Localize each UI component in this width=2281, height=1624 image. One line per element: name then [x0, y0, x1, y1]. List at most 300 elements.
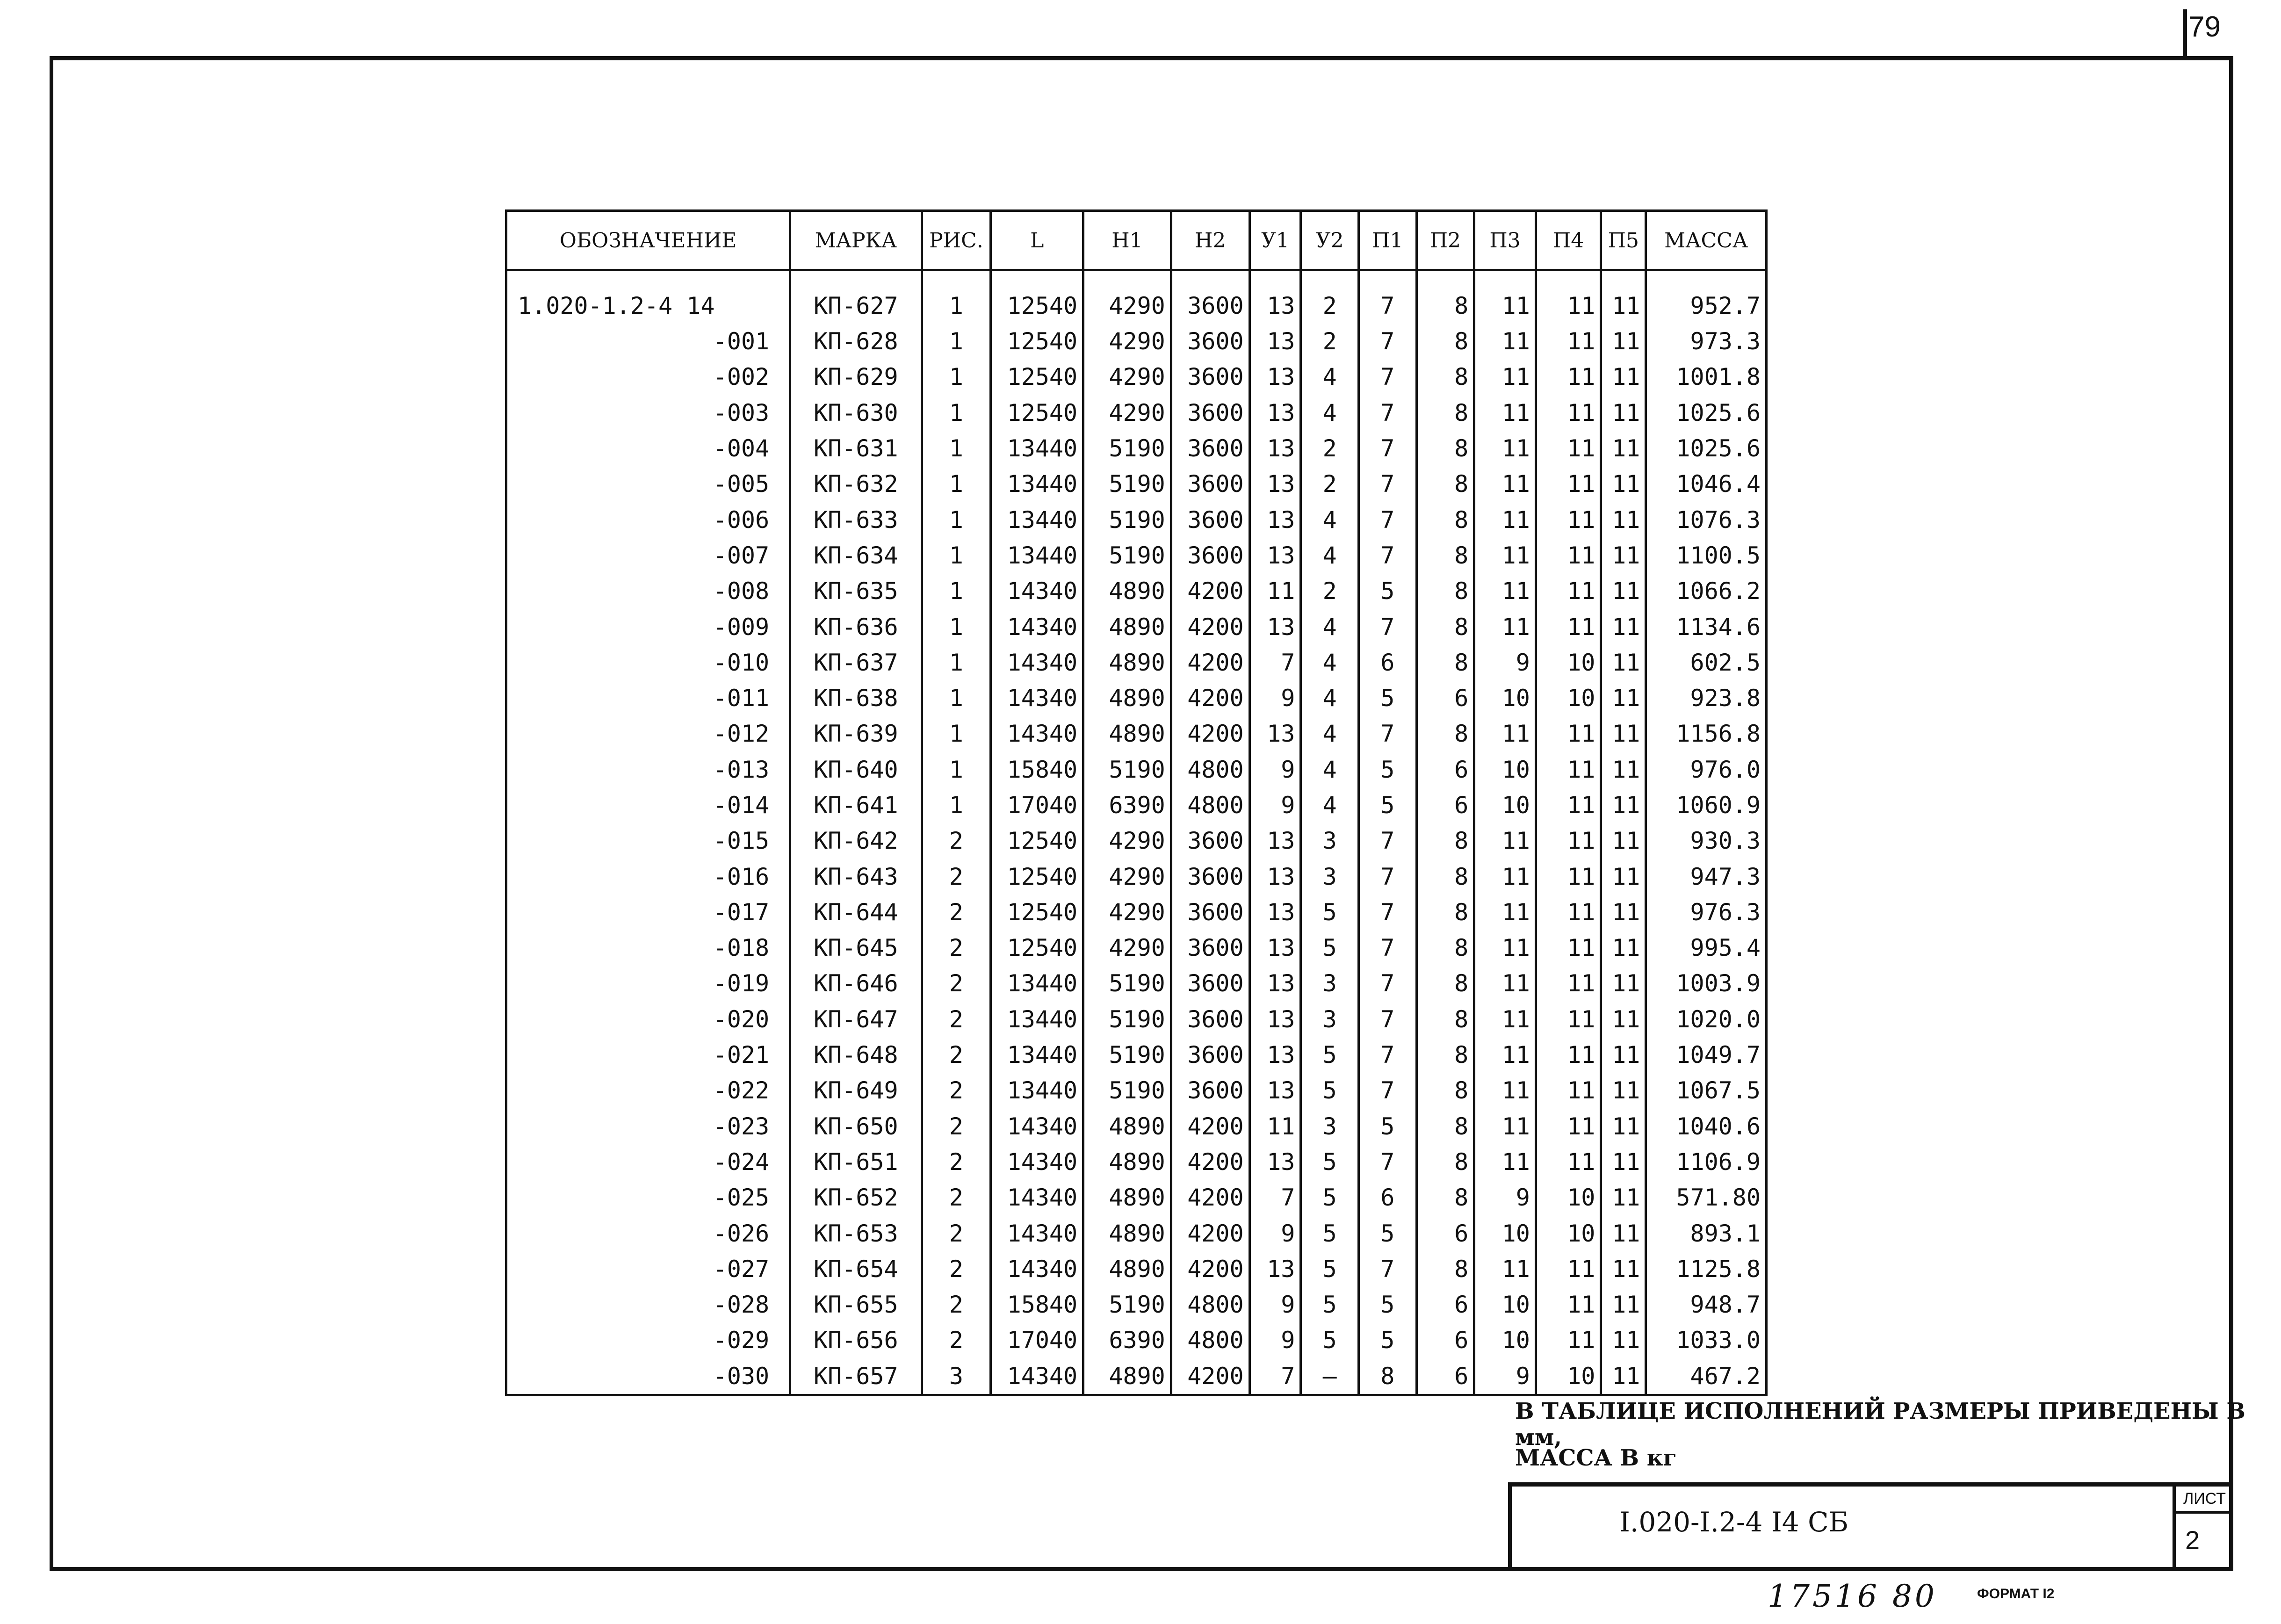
cell-ris: 2 — [922, 1322, 991, 1358]
cell-mark: КП-644 — [790, 895, 922, 930]
cell-p4: 11 — [1536, 502, 1601, 537]
cell-p5: 11 — [1601, 752, 1646, 787]
cell-p5: 11 — [1601, 431, 1646, 466]
cell-h1: 4290 — [1083, 270, 1171, 324]
cell-code: -018 — [506, 930, 790, 966]
cell-u2: 4 — [1301, 395, 1359, 431]
format-label: ФОРМАТ I2 — [1977, 1586, 2055, 1602]
cell-ris: 2 — [922, 930, 991, 966]
table-row — [506, 752, 1767, 787]
cell-ris: 2 — [922, 823, 991, 859]
header-l: L — [991, 211, 1083, 270]
cell-mark: КП-633 — [790, 502, 922, 537]
table-row — [506, 645, 1767, 680]
table-row — [506, 895, 1767, 930]
cell-code: -011 — [506, 680, 790, 716]
cell-p2: 6 — [1416, 752, 1474, 787]
document-code: I.020-I.2-4 I4 СБ — [1619, 1506, 1849, 1538]
cell-l: 13440 — [991, 966, 1083, 1001]
cell-p4: 11 — [1536, 859, 1601, 894]
cell-ris: 1 — [922, 716, 991, 751]
cell-u2: 5 — [1301, 1180, 1359, 1215]
cell-p4: 11 — [1536, 466, 1601, 502]
cell-mass: 973.3 — [1646, 324, 1767, 359]
cell-p1: 6 — [1358, 1180, 1416, 1215]
cell-mark: КП-635 — [790, 573, 922, 609]
table-row — [506, 1144, 1767, 1180]
cell-h1: 5190 — [1083, 966, 1171, 1001]
cell-mark: КП-653 — [790, 1215, 922, 1251]
cell-p2: 8 — [1416, 270, 1474, 324]
cell-mark: КП-638 — [790, 680, 922, 716]
cell-mass: 1040.6 — [1646, 1109, 1767, 1144]
cell-h1: 4890 — [1083, 1109, 1171, 1144]
cell-p4: 11 — [1536, 787, 1601, 823]
cell-l: 13440 — [991, 466, 1083, 502]
cell-mark: КП-642 — [790, 823, 922, 859]
cell-u1: 13 — [1249, 716, 1301, 751]
cell-ris: 1 — [922, 431, 991, 466]
cell-mass: 1134.6 — [1646, 609, 1767, 644]
cell-mark: КП-651 — [790, 1144, 922, 1180]
cell-p5: 11 — [1601, 1251, 1646, 1287]
cell-mass: 948.7 — [1646, 1287, 1767, 1322]
cell-u1: 13 — [1249, 966, 1301, 1001]
cell-h1: 4290 — [1083, 930, 1171, 966]
cell-p2: 8 — [1416, 1073, 1474, 1108]
handwritten-number: 17516 80 — [1768, 1578, 1937, 1614]
cell-u2: 5 — [1301, 895, 1359, 930]
cell-p3: 11 — [1474, 609, 1536, 644]
cell-code: 1.020-1.2-4 14 — [506, 270, 790, 324]
cell-ris: 1 — [922, 466, 991, 502]
cell-code: -023 — [506, 1109, 790, 1144]
cell-p5: 11 — [1601, 609, 1646, 644]
cell-p2: 6 — [1416, 787, 1474, 823]
cell-p3: 11 — [1474, 823, 1536, 859]
cell-ris: 1 — [922, 270, 991, 324]
cell-p3: 11 — [1474, 573, 1536, 609]
table-row — [506, 1037, 1767, 1073]
cell-u2: 4 — [1301, 680, 1359, 716]
cell-h2: 3600 — [1171, 270, 1249, 324]
cell-ris: 1 — [922, 573, 991, 609]
cell-p1: 7 — [1358, 1073, 1416, 1108]
cell-l: 12540 — [991, 930, 1083, 966]
cell-p5: 11 — [1601, 895, 1646, 930]
cell-code: -008 — [506, 573, 790, 609]
cell-p5: 11 — [1601, 1109, 1646, 1144]
cell-p1: 7 — [1358, 930, 1416, 966]
cell-h2: 4200 — [1171, 680, 1249, 716]
cell-u1: 13 — [1249, 324, 1301, 359]
cell-p2: 8 — [1416, 895, 1474, 930]
cell-h1: 4890 — [1083, 1251, 1171, 1287]
cell-p2: 8 — [1416, 609, 1474, 644]
cell-p1: 5 — [1358, 1109, 1416, 1144]
cell-p3: 11 — [1474, 966, 1536, 1001]
cell-p4: 11 — [1536, 1002, 1601, 1037]
cell-l: 14340 — [991, 645, 1083, 680]
cell-p1: 5 — [1358, 1215, 1416, 1251]
cell-u1: 7 — [1249, 1358, 1301, 1395]
cell-mass: 602.5 — [1646, 645, 1767, 680]
cell-p5: 11 — [1601, 1002, 1646, 1037]
cell-p5: 11 — [1601, 645, 1646, 680]
table-row — [506, 395, 1767, 431]
cell-u2: 3 — [1301, 1109, 1359, 1144]
cell-l: 12540 — [991, 859, 1083, 894]
cell-h1: 5190 — [1083, 1287, 1171, 1322]
cell-u2: 3 — [1301, 1002, 1359, 1037]
cell-h1: 4290 — [1083, 823, 1171, 859]
cell-h2: 4800 — [1171, 752, 1249, 787]
cell-mass: 947.3 — [1646, 859, 1767, 894]
table-row — [506, 1109, 1767, 1144]
cell-p4: 11 — [1536, 395, 1601, 431]
cell-ris: 2 — [922, 1251, 991, 1287]
variants-table — [505, 209, 1768, 1396]
cell-p3: 11 — [1474, 895, 1536, 930]
cell-mark: КП-632 — [790, 466, 922, 502]
cell-p5: 11 — [1601, 502, 1646, 537]
cell-h2: 4200 — [1171, 716, 1249, 751]
cell-p1: 6 — [1358, 645, 1416, 680]
cell-l: 12540 — [991, 823, 1083, 859]
cell-p2: 8 — [1416, 395, 1474, 431]
cell-p4: 11 — [1536, 1037, 1601, 1073]
cell-h2: 3600 — [1171, 538, 1249, 573]
cell-mass: 893.1 — [1646, 1215, 1767, 1251]
cell-ris: 1 — [922, 752, 991, 787]
cell-u2: 3 — [1301, 823, 1359, 859]
table-row — [506, 1002, 1767, 1037]
cell-code: -012 — [506, 716, 790, 751]
cell-h2: 4200 — [1171, 645, 1249, 680]
cell-p2: 6 — [1416, 1358, 1474, 1395]
cell-p1: 5 — [1358, 680, 1416, 716]
table-row — [506, 324, 1767, 359]
table-row — [506, 1358, 1767, 1395]
table-row — [506, 1215, 1767, 1251]
cell-h1: 4290 — [1083, 324, 1171, 359]
cell-p3: 11 — [1474, 431, 1536, 466]
cell-p4: 10 — [1536, 1215, 1601, 1251]
cell-h1: 5190 — [1083, 1073, 1171, 1108]
cell-p1: 7 — [1358, 538, 1416, 573]
cell-p4: 11 — [1536, 431, 1601, 466]
title-block — [1508, 1482, 2233, 1571]
table-row — [506, 359, 1767, 395]
cell-p3: 10 — [1474, 1215, 1536, 1251]
cell-u1: 13 — [1249, 895, 1301, 930]
cell-mass: 1125.8 — [1646, 1251, 1767, 1287]
cell-p1: 7 — [1358, 716, 1416, 751]
table-row — [506, 716, 1767, 751]
cell-ris: 1 — [922, 502, 991, 537]
cell-p4: 11 — [1536, 1073, 1601, 1108]
table-row — [506, 823, 1767, 859]
cell-code: -024 — [506, 1144, 790, 1180]
header-p3: П3 — [1474, 211, 1536, 270]
cell-p3: 11 — [1474, 1109, 1536, 1144]
cell-mass: 995.4 — [1646, 930, 1767, 966]
cell-ris: 1 — [922, 359, 991, 395]
cell-u1: 13 — [1249, 431, 1301, 466]
cell-p4: 10 — [1536, 1180, 1601, 1215]
cell-p4: 11 — [1536, 573, 1601, 609]
cell-h1: 5190 — [1083, 1037, 1171, 1073]
cell-p4: 11 — [1536, 1144, 1601, 1180]
cell-p2: 8 — [1416, 1002, 1474, 1037]
cell-mark: КП-652 — [790, 1180, 922, 1215]
table-row — [506, 1287, 1767, 1322]
cell-h1: 5190 — [1083, 431, 1171, 466]
cell-mass: 467.2 — [1646, 1358, 1767, 1395]
cell-mass: 952.7 — [1646, 270, 1767, 324]
cell-l: 17040 — [991, 787, 1083, 823]
table-row — [506, 1180, 1767, 1215]
cell-l: 14340 — [991, 1251, 1083, 1287]
header-u1: У1 — [1249, 211, 1301, 270]
cell-p3: 11 — [1474, 859, 1536, 894]
cell-h1: 4890 — [1083, 1144, 1171, 1180]
cell-p3: 11 — [1474, 538, 1536, 573]
sheet-label: ЛИСТ — [2176, 1487, 2233, 1514]
cell-h1: 5190 — [1083, 1002, 1171, 1037]
cell-u2: 5 — [1301, 1215, 1359, 1251]
cell-ris: 2 — [922, 859, 991, 894]
table-row — [506, 466, 1767, 502]
cell-p4: 11 — [1536, 1109, 1601, 1144]
cell-u1: 13 — [1249, 1073, 1301, 1108]
cell-u1: 13 — [1249, 538, 1301, 573]
cell-p1: 7 — [1358, 1144, 1416, 1180]
cell-mass: 1025.6 — [1646, 395, 1767, 431]
cell-mark: КП-628 — [790, 324, 922, 359]
cell-ris: 1 — [922, 680, 991, 716]
cell-h2: 4200 — [1171, 1215, 1249, 1251]
cell-u1: 13 — [1249, 859, 1301, 894]
cell-code: -006 — [506, 502, 790, 537]
table-note-line-1: В ТАБЛИЦЕ ИСПОЛНЕНИЙ РАЗМЕРЫ ПРИВЕДЕНЫ В мм, — [1515, 1398, 2245, 1451]
cell-p3: 11 — [1474, 359, 1536, 395]
cell-ris: 2 — [922, 1002, 991, 1037]
header-figure: РИС. — [922, 211, 991, 270]
cell-ris: 2 — [922, 1180, 991, 1215]
cell-mass: 1076.3 — [1646, 502, 1767, 537]
cell-p2: 8 — [1416, 324, 1474, 359]
cell-p3: 10 — [1474, 1322, 1536, 1358]
cell-p4: 11 — [1536, 359, 1601, 395]
cell-u2: 3 — [1301, 859, 1359, 894]
cell-mass: 923.8 — [1646, 680, 1767, 716]
cell-h1: 4290 — [1083, 395, 1171, 431]
cell-mass: 1049.7 — [1646, 1037, 1767, 1073]
cell-h1: 6390 — [1083, 787, 1171, 823]
cell-p4: 11 — [1536, 823, 1601, 859]
cell-h2: 4800 — [1171, 1287, 1249, 1322]
cell-ris: 1 — [922, 645, 991, 680]
cell-p1: 7 — [1358, 359, 1416, 395]
cell-u1: 7 — [1249, 1180, 1301, 1215]
cell-code: -003 — [506, 395, 790, 431]
cell-p5: 11 — [1601, 324, 1646, 359]
cell-h2: 4200 — [1171, 1144, 1249, 1180]
cell-p1: 5 — [1358, 752, 1416, 787]
table-row — [506, 431, 1767, 466]
cell-ris: 2 — [922, 1037, 991, 1073]
cell-p2: 8 — [1416, 930, 1474, 966]
cell-p2: 8 — [1416, 502, 1474, 537]
cell-p1: 5 — [1358, 787, 1416, 823]
cell-p5: 11 — [1601, 1073, 1646, 1108]
cell-p5: 11 — [1601, 716, 1646, 751]
cell-h2: 3600 — [1171, 966, 1249, 1001]
cell-p2: 8 — [1416, 1180, 1474, 1215]
cell-mark: КП-647 — [790, 1002, 922, 1037]
cell-mass: 1033.0 — [1646, 1322, 1767, 1358]
cell-p2: 8 — [1416, 1109, 1474, 1144]
cell-code: -021 — [506, 1037, 790, 1073]
cell-h1: 4890 — [1083, 573, 1171, 609]
cell-p1: 7 — [1358, 395, 1416, 431]
cell-p4: 11 — [1536, 895, 1601, 930]
cell-ris: 2 — [922, 1073, 991, 1108]
cell-u1: 13 — [1249, 930, 1301, 966]
cell-h1: 4290 — [1083, 359, 1171, 395]
cell-p5: 11 — [1601, 1358, 1646, 1395]
cell-l: 15840 — [991, 1287, 1083, 1322]
cell-p4: 11 — [1536, 270, 1601, 324]
cell-u1: 13 — [1249, 359, 1301, 395]
cell-h2: 4200 — [1171, 609, 1249, 644]
cell-mass: 1020.0 — [1646, 1002, 1767, 1037]
cell-code: -007 — [506, 538, 790, 573]
sheet-number: 2 — [2185, 1525, 2200, 1555]
cell-p2: 8 — [1416, 823, 1474, 859]
cell-p2: 8 — [1416, 1251, 1474, 1287]
cell-h2: 3600 — [1171, 431, 1249, 466]
cell-p5: 11 — [1601, 1037, 1646, 1073]
cell-p4: 11 — [1536, 538, 1601, 573]
cell-h2: 3600 — [1171, 395, 1249, 431]
cell-mark: КП-650 — [790, 1109, 922, 1144]
cell-p5: 11 — [1601, 680, 1646, 716]
header-p4: П4 — [1536, 211, 1601, 270]
header-p2: П2 — [1416, 211, 1474, 270]
cell-p1: 7 — [1358, 859, 1416, 894]
cell-p2: 8 — [1416, 645, 1474, 680]
cell-mass: 1046.4 — [1646, 466, 1767, 502]
cell-l: 12540 — [991, 359, 1083, 395]
cell-u1: 13 — [1249, 609, 1301, 644]
cell-ris: 1 — [922, 538, 991, 573]
cell-p2: 8 — [1416, 466, 1474, 502]
header-p1: П1 — [1358, 211, 1416, 270]
cell-u1: 9 — [1249, 752, 1301, 787]
cell-u2: 4 — [1301, 609, 1359, 644]
cell-p2: 8 — [1416, 538, 1474, 573]
cell-h2: 4200 — [1171, 573, 1249, 609]
cell-h2: 3600 — [1171, 324, 1249, 359]
cell-u1: 11 — [1249, 1109, 1301, 1144]
cell-p1: 7 — [1358, 823, 1416, 859]
cell-u2: 4 — [1301, 787, 1359, 823]
cell-code: -028 — [506, 1287, 790, 1322]
cell-h2: 3600 — [1171, 466, 1249, 502]
cell-p4: 11 — [1536, 716, 1601, 751]
table-row — [506, 787, 1767, 823]
cell-ris: 1 — [922, 395, 991, 431]
cell-mass: 930.3 — [1646, 823, 1767, 859]
cell-mark: КП-654 — [790, 1251, 922, 1287]
cell-u1: 13 — [1249, 502, 1301, 537]
cell-p5: 11 — [1601, 573, 1646, 609]
cell-ris: 2 — [922, 1215, 991, 1251]
cell-l: 13440 — [991, 1002, 1083, 1037]
cell-h1: 5190 — [1083, 502, 1171, 537]
cell-mark: КП-656 — [790, 1322, 922, 1358]
cell-l: 14340 — [991, 1358, 1083, 1395]
cell-l: 13440 — [991, 1073, 1083, 1108]
header-mass: МАССА — [1646, 211, 1767, 270]
cell-mass: 1156.8 — [1646, 716, 1767, 751]
cell-h1: 5190 — [1083, 752, 1171, 787]
cell-h1: 4290 — [1083, 895, 1171, 930]
cell-p4: 11 — [1536, 324, 1601, 359]
header-mark: МАРКА — [790, 211, 922, 270]
cell-mark: КП-645 — [790, 930, 922, 966]
cell-code: -026 — [506, 1215, 790, 1251]
cell-ris: 1 — [922, 609, 991, 644]
cell-mark: КП-646 — [790, 966, 922, 1001]
cell-mass: 1100.5 — [1646, 538, 1767, 573]
cell-p4: 11 — [1536, 1251, 1601, 1287]
cell-u1: 13 — [1249, 1037, 1301, 1073]
cell-ris: 2 — [922, 1109, 991, 1144]
cell-p2: 8 — [1416, 966, 1474, 1001]
cell-p4: 10 — [1536, 1358, 1601, 1395]
cell-h2: 4800 — [1171, 787, 1249, 823]
cell-p1: 5 — [1358, 573, 1416, 609]
cell-p5: 11 — [1601, 270, 1646, 324]
cell-u2: 5 — [1301, 930, 1359, 966]
cell-h1: 6390 — [1083, 1322, 1171, 1358]
table-row — [506, 1322, 1767, 1358]
cell-u1: 11 — [1249, 573, 1301, 609]
cell-h2: 3600 — [1171, 1073, 1249, 1108]
cell-u1: 9 — [1249, 680, 1301, 716]
cell-l: 14340 — [991, 1180, 1083, 1215]
cell-l: 12540 — [991, 324, 1083, 359]
cell-u2: 2 — [1301, 466, 1359, 502]
cell-p1: 5 — [1358, 1287, 1416, 1322]
cell-p3: 11 — [1474, 395, 1536, 431]
cell-h2: 4800 — [1171, 1322, 1249, 1358]
cell-p2: 6 — [1416, 1215, 1474, 1251]
cell-h2: 4200 — [1171, 1358, 1249, 1395]
table-note-line-2: МАССА В кг — [1515, 1445, 1677, 1471]
cell-h1: 4890 — [1083, 680, 1171, 716]
table-body — [506, 270, 1767, 1395]
table-row — [506, 1073, 1767, 1108]
cell-code: -016 — [506, 859, 790, 894]
cell-u2: 4 — [1301, 752, 1359, 787]
cell-u1: 13 — [1249, 1144, 1301, 1180]
table-row — [506, 966, 1767, 1001]
cell-code: -009 — [506, 609, 790, 644]
